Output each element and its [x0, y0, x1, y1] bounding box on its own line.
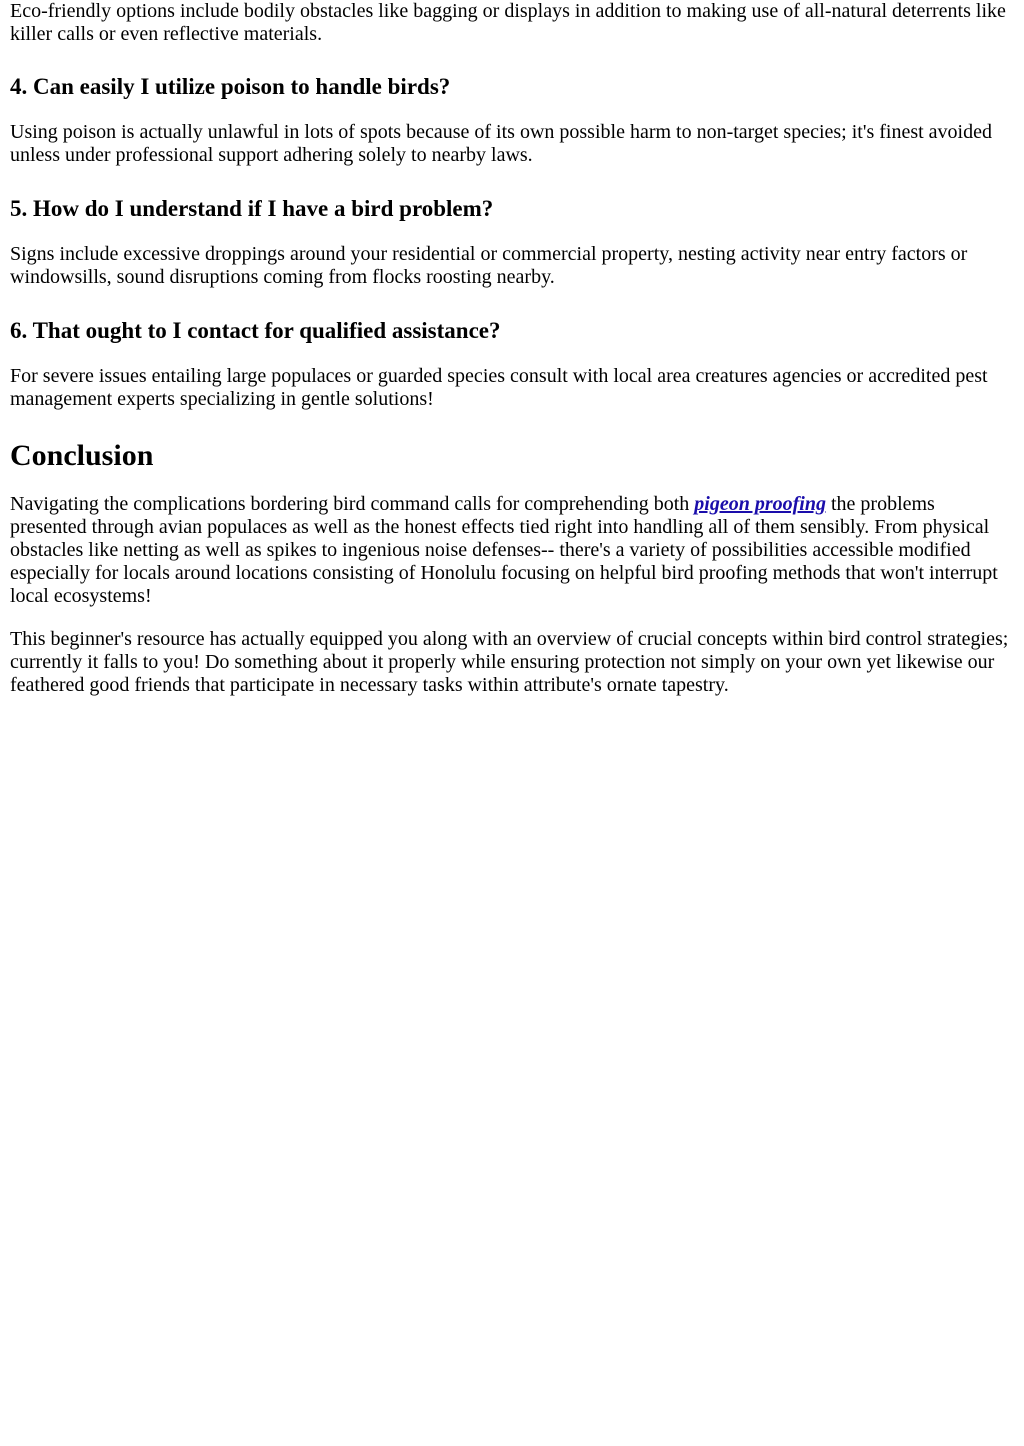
conclusion-paragraph-1 [10, 493, 1014, 608]
faq-question-5: 5. How do I understand if I have a bird problem? [10, 196, 494, 221]
faq-question-4: 4. Can easily I utilize poison to handle birds? [10, 74, 451, 99]
conclusion-text-before-link: Navigating the complications bordering bird command calls for comprehending both [10, 493, 695, 515]
article-body [10, 0, 1014, 697]
intro-paragraph: Eco-friendly options include bodily obstacles like bagging or displays in addition to making use of all-natural deterrents like killer calls or even reflective materials. [10, 0, 1006, 45]
pigeon-proofing-link[interactable]: pigeon proofing [694, 493, 826, 515]
faq-question-6: 6. That ought to I contact for qualified assistance? [10, 318, 501, 343]
faq-answer-6: For severe issues entailing large populaces or guarded species consult with local area creatures agencies or accredited pest management experts specializing in gentle solutions! [10, 365, 988, 410]
conclusion-text-after-link: the problems presented through avian populaces as well as the honest effects tied right into handling all of them sensibly. From physical obstacles like netting as well as spikes to ingenious noise defenses-- there's a variety of possibilities accessible modified especially for locals around locations consisting of Honolulu focusing on helpful bird proofing methods that won't interrupt local ecosystems! [10, 493, 998, 607]
faq-answer-4: Using poison is actually unlawful in lots of spots because of its own possible harm to non-target species; it's finest avoided unless under professional support adhering solely to nearby laws. [10, 121, 992, 166]
conclusion-paragraph-2: This beginner's resource has actually equipped you along with an overview of crucial concepts within bird control strategies; currently it falls to you! Do something about it properly while ensuring protection not simply on your own yet likewise our feathered good friends that participate in necessary tasks within attribute's ornate tapestry. [10, 628, 1009, 696]
faq-answer-5: Signs include excessive droppings around your residential or commercial property, nesting activity near entry factors or windowsills, sound disruptions coming from flocks roosting nearby. [10, 243, 968, 288]
conclusion-heading: Conclusion [10, 439, 154, 472]
